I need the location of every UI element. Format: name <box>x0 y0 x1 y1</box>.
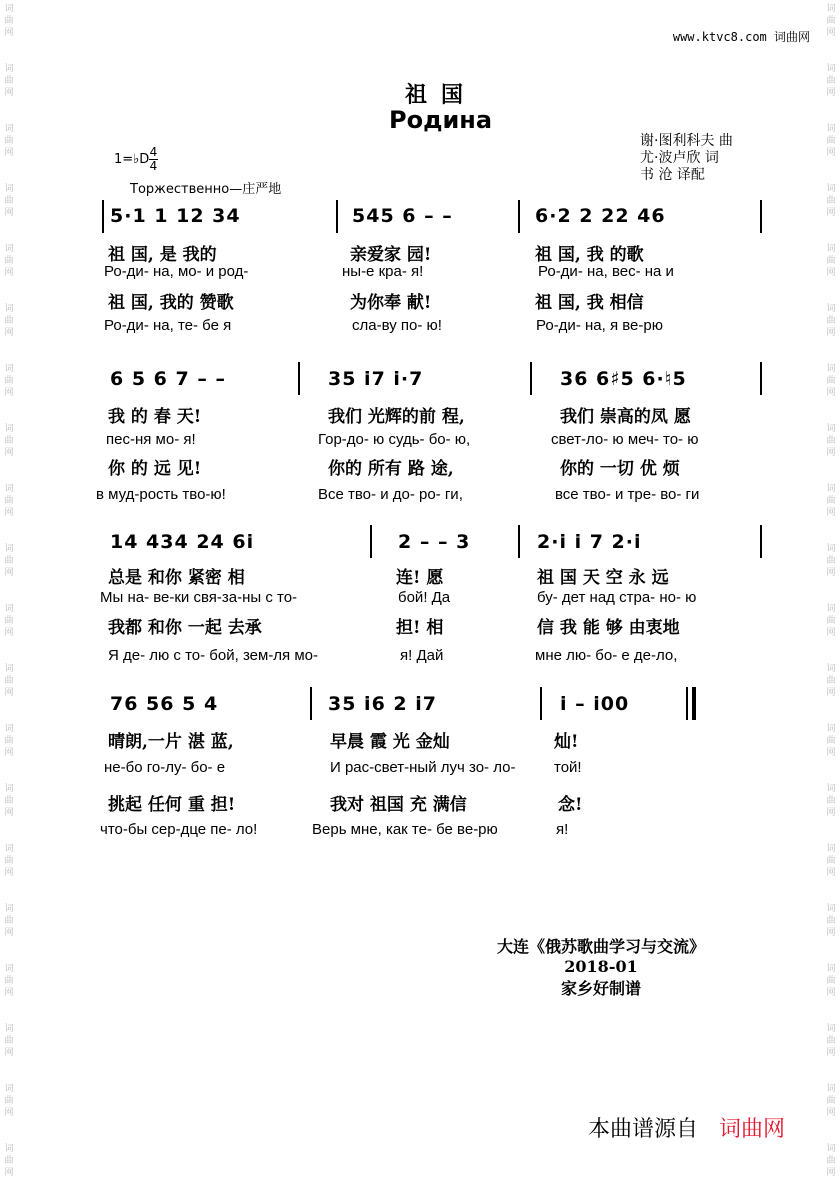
source-label: 本曲谱源自 <box>588 1117 699 1142</box>
lyric-ru-verse2: Верь мне, как те- бе ве-рю <box>312 821 498 838</box>
watermark-glyph: 曲 <box>826 436 836 446</box>
watermark-glyph: 曲 <box>4 676 14 686</box>
measure: 2·i i 7 2·i <box>537 531 642 553</box>
lyric-cn-verse2: 你的 所有 路 途, <box>328 459 454 479</box>
right-watermark-column <box>824 0 838 1178</box>
lyric-cn-verse1: 晴朗,一片 湛 蓝, <box>108 732 234 752</box>
watermark-glyph: 词 <box>4 124 14 134</box>
lyric-cn-verse1: 连! 愿 <box>396 568 444 588</box>
watermark-glyph: 网 <box>826 448 836 458</box>
measure: 2 – – 3 <box>398 531 471 553</box>
footer-credits <box>466 934 736 999</box>
lyric-cn-verse1: 祖 国, 是 我的 <box>108 245 217 265</box>
watermark-glyph: 词 <box>4 724 14 734</box>
watermark-glyph: 词 <box>4 244 14 254</box>
measure: 6 5 6 7 – – <box>110 368 226 390</box>
watermark-glyph: 词 <box>826 304 836 314</box>
watermark-glyph: 网 <box>826 928 836 938</box>
lyric-ru-verse2: я! Дай <box>400 647 444 664</box>
site-header[interactable]: www.ktvc8.com 词曲网 <box>672 30 810 44</box>
watermark-glyph: 网 <box>4 748 14 758</box>
watermark-glyph: 网 <box>4 568 14 578</box>
time-signature-top: 4 <box>149 145 158 159</box>
time-signature <box>149 146 158 173</box>
measure: 36 6♯5 6·♮5 <box>560 368 687 390</box>
lyric-ru-verse1: свет-ло- ю меч- то- ю <box>551 431 699 448</box>
lyric-ru-verse1: Ро-ди- на, вес- на и <box>538 263 674 280</box>
title-russian: Родина <box>389 106 493 134</box>
watermark-glyph: 曲 <box>826 916 836 926</box>
watermark-glyph: 曲 <box>826 976 836 986</box>
watermark-glyph: 曲 <box>826 376 836 386</box>
measure: 545 6 – – <box>352 205 453 227</box>
watermark-glyph: 词 <box>4 364 14 374</box>
watermark-glyph: 曲 <box>4 916 14 926</box>
watermark-glyph: 曲 <box>4 616 14 626</box>
watermark-glyph: 曲 <box>4 736 14 746</box>
watermark-glyph: 词 <box>4 904 14 914</box>
watermark-glyph: 词 <box>826 4 836 14</box>
watermark-glyph: 词 <box>4 844 14 854</box>
watermark-glyph: 曲 <box>4 856 14 866</box>
lyric-cn-verse1: 祖 国, 我 的歌 <box>535 245 644 265</box>
watermark-glyph: 网 <box>826 568 836 578</box>
watermark-glyph: 词 <box>4 544 14 554</box>
watermark-glyph: 词 <box>826 364 836 374</box>
lyric-cn-verse2: 挑起 任何 重 担! <box>108 795 236 815</box>
credit-lyricist: 尤·波卢欣 词 <box>640 150 719 166</box>
watermark-glyph: 网 <box>4 148 14 158</box>
watermark-glyph: 曲 <box>826 136 836 146</box>
lyric-ru-verse1: той! <box>554 759 582 776</box>
watermark-glyph: 网 <box>826 688 836 698</box>
lyric-cn-verse1: 我们 崇高的凤 愿 <box>560 407 691 427</box>
watermark-glyph: 曲 <box>4 436 14 446</box>
time-signature-bottom: 4 <box>149 159 158 173</box>
watermark-glyph: 网 <box>4 1108 14 1118</box>
lyric-ru-verse1: Гор-до- ю судь- бо- ю, <box>318 431 471 448</box>
lyric-cn-verse1: 我们 光辉的前 程, <box>328 407 465 427</box>
watermark-glyph: 曲 <box>4 556 14 566</box>
lyric-ru-verse1: пес-ня мо- я! <box>106 431 196 448</box>
watermark-glyph: 网 <box>826 628 836 638</box>
lyric-ru-verse2: все тво- и тре- во- ги <box>555 486 700 503</box>
measure: 76 56 5 4 <box>110 693 219 715</box>
lyric-ru-verse1: Мы на- ве-ки свя-за-ны с то- <box>100 589 298 606</box>
watermark-glyph: 网 <box>4 988 14 998</box>
lyric-cn-verse1: 总是 和你 紧密 相 <box>108 568 245 588</box>
watermark-glyph: 曲 <box>4 1156 14 1166</box>
lyric-cn-verse2: 我对 祖国 充 满信 <box>330 795 467 815</box>
lyric-ru-verse2: в муд-рость тво-ю! <box>96 486 226 503</box>
watermark-glyph: 网 <box>826 208 836 218</box>
watermark-glyph: 曲 <box>4 496 14 506</box>
watermark-glyph: 曲 <box>826 1156 836 1166</box>
left-watermark-column <box>2 0 16 1178</box>
lyric-cn-verse2: 祖 国, 我的 赞歌 <box>108 293 234 313</box>
watermark-glyph: 网 <box>4 448 14 458</box>
tempo-marking: Торжественно—庄严地 <box>130 182 282 197</box>
lyric-cn-verse2: 为你奉 献! <box>350 293 432 313</box>
watermark-glyph: 网 <box>826 808 836 818</box>
watermark-glyph: 网 <box>826 508 836 518</box>
watermark-glyph: 曲 <box>4 196 14 206</box>
lyric-cn-verse2: 祖 国, 我 相信 <box>535 293 644 313</box>
watermark-glyph: 词 <box>4 664 14 674</box>
watermark-glyph: 词 <box>826 964 836 974</box>
watermark-glyph: 曲 <box>826 1036 836 1046</box>
lyric-ru-verse1: бой! Да <box>398 589 451 606</box>
lyric-cn-verse1: 亲爱家 园! <box>350 245 432 265</box>
key-signature: 1=♭D <box>114 152 150 167</box>
measure: 35 i6 2 i7 <box>328 693 437 715</box>
watermark-glyph: 网 <box>4 328 14 338</box>
watermark-glyph: 词 <box>4 484 14 494</box>
footer-date: 2018-01 <box>564 957 638 976</box>
watermark-glyph: 曲 <box>4 316 14 326</box>
watermark-glyph: 曲 <box>4 976 14 986</box>
watermark-glyph: 网 <box>4 928 14 938</box>
lyric-ru-verse1: ны-е кра- я! <box>342 263 424 280</box>
source-site-link[interactable]: 词曲网 <box>719 1117 786 1142</box>
watermark-glyph: 曲 <box>4 256 14 266</box>
watermark-glyph: 网 <box>826 148 836 158</box>
lyric-ru-verse2: Ро-ди- на, те- бе я <box>104 317 232 334</box>
lyric-ru-verse2: сла-ву по- ю! <box>352 317 442 334</box>
footer-group-name: 大连《俄苏歌曲学习与交流》 <box>496 937 705 956</box>
watermark-glyph: 曲 <box>826 196 836 206</box>
lyric-cn-verse2: 你的 一切 优 烦 <box>560 459 680 479</box>
lyric-cn-verse1: 祖 国 天 空 永 远 <box>537 568 669 588</box>
lyric-cn-verse2: 你 的 远 见! <box>108 459 202 479</box>
source-attribution <box>588 1112 785 1143</box>
watermark-glyph: 网 <box>4 28 14 38</box>
watermark-glyph: 曲 <box>4 796 14 806</box>
watermark-glyph: 网 <box>826 988 836 998</box>
watermark-glyph: 曲 <box>826 1096 836 1106</box>
watermark-glyph: 网 <box>826 1168 836 1178</box>
watermark-glyph: 词 <box>4 1084 14 1094</box>
measure: i – i00 <box>560 693 630 715</box>
watermark-glyph: 词 <box>4 64 14 74</box>
watermark-glyph: 词 <box>4 784 14 794</box>
measure: 35 i7 i·7 <box>328 368 424 390</box>
watermark-glyph: 网 <box>4 688 14 698</box>
watermark-glyph: 网 <box>4 208 14 218</box>
watermark-glyph: 词 <box>826 664 836 674</box>
watermark-glyph: 词 <box>4 424 14 434</box>
lyric-ru-verse1: бу- дет над стра- но- ю <box>537 589 697 606</box>
lyric-cn-verse2: 信 我 能 够 由衷地 <box>537 618 680 638</box>
watermark-glyph: 词 <box>826 424 836 434</box>
watermark-glyph: 网 <box>826 1048 836 1058</box>
watermark-glyph: 词 <box>4 4 14 14</box>
watermark-glyph: 词 <box>826 844 836 854</box>
watermark-glyph: 词 <box>826 1024 836 1034</box>
watermark-glyph: 词 <box>4 604 14 614</box>
lyric-cn-verse1: 早晨 霞 光 金灿 <box>330 732 450 752</box>
measure: 6·2 2 22 46 <box>535 205 666 227</box>
watermark-glyph: 词 <box>4 1024 14 1034</box>
lyric-cn-verse2: 担! 相 <box>396 618 444 638</box>
lyric-ru-verse2: что-бы сер-дце пе- ло! <box>100 821 258 838</box>
watermark-glyph: 词 <box>826 124 836 134</box>
watermark-glyph: 曲 <box>4 1096 14 1106</box>
lyric-ru-verse2: Я де- лю с то- бой, зем-ля мо- <box>108 647 318 664</box>
credits <box>640 133 733 184</box>
watermark-glyph: 曲 <box>826 856 836 866</box>
watermark-glyph: 曲 <box>826 316 836 326</box>
watermark-glyph: 词 <box>826 244 836 254</box>
watermark-glyph: 网 <box>4 88 14 98</box>
lyric-ru-verse2: Все тво- и до- ро- ги, <box>318 486 463 503</box>
measure: 14 434 24 6i <box>110 531 255 553</box>
watermark-glyph: 网 <box>826 748 836 758</box>
watermark-glyph: 曲 <box>826 736 836 746</box>
watermark-glyph: 曲 <box>4 136 14 146</box>
watermark-glyph: 网 <box>4 1048 14 1058</box>
watermark-glyph: 曲 <box>826 616 836 626</box>
watermark-glyph: 曲 <box>826 76 836 86</box>
watermark-glyph: 词 <box>4 964 14 974</box>
lyric-cn-verse1: 灿! <box>554 732 579 752</box>
watermark-glyph: 网 <box>4 808 14 818</box>
watermark-glyph: 网 <box>826 28 836 38</box>
watermark-glyph: 曲 <box>4 376 14 386</box>
lyric-cn-verse2: 我都 和你 一起 去承 <box>108 618 262 638</box>
watermark-glyph: 网 <box>826 88 836 98</box>
lyric-cn-verse1: 我 的 春 天! <box>108 407 202 427</box>
watermark-glyph: 词 <box>826 724 836 734</box>
watermark-glyph: 曲 <box>826 796 836 806</box>
watermark-glyph: 词 <box>826 904 836 914</box>
watermark-glyph: 词 <box>826 64 836 74</box>
lyric-ru-verse1: не-бо го-лу- бо- е <box>104 759 226 776</box>
watermark-glyph: 词 <box>826 604 836 614</box>
watermark-glyph: 曲 <box>826 556 836 566</box>
footer-arranger: 家乡好制谱 <box>560 979 641 998</box>
credit-translator: 书 沧 译配 <box>640 167 705 183</box>
watermark-glyph: 网 <box>826 388 836 398</box>
watermark-glyph: 网 <box>4 868 14 878</box>
watermark-glyph: 网 <box>4 388 14 398</box>
lyric-ru-verse2: мне лю- бо- е де-ло, <box>535 647 678 664</box>
watermark-glyph: 网 <box>826 868 836 878</box>
watermark-glyph: 词 <box>826 184 836 194</box>
watermark-glyph: 词 <box>826 1084 836 1094</box>
watermark-glyph: 词 <box>826 1144 836 1154</box>
watermark-glyph: 曲 <box>826 496 836 506</box>
watermark-glyph: 词 <box>4 184 14 194</box>
watermark-glyph: 网 <box>826 1108 836 1118</box>
watermark-glyph: 网 <box>4 268 14 278</box>
lyric-ru-verse1: И рас-свет-ный луч зо- ло- <box>330 759 516 776</box>
lyric-ru-verse1: Ро-ди- на, мо- и род- <box>104 263 249 280</box>
watermark-glyph: 曲 <box>826 16 836 26</box>
watermark-glyph: 词 <box>826 784 836 794</box>
watermark-glyph: 词 <box>4 304 14 314</box>
watermark-glyph: 曲 <box>826 676 836 686</box>
watermark-glyph: 网 <box>4 508 14 518</box>
lyric-cn-verse2: 念! <box>558 795 583 815</box>
watermark-glyph: 网 <box>4 1168 14 1178</box>
watermark-glyph: 曲 <box>4 76 14 86</box>
measure: 5·1 1 12 34 <box>110 205 241 227</box>
credit-composer: 谢·图利科夫 曲 <box>640 133 733 149</box>
watermark-glyph: 词 <box>826 544 836 554</box>
watermark-glyph: 曲 <box>4 16 14 26</box>
title-chinese: 祖国 <box>405 82 478 108</box>
watermark-glyph: 网 <box>826 328 836 338</box>
watermark-glyph: 词 <box>826 484 836 494</box>
watermark-glyph: 网 <box>4 628 14 638</box>
watermark-glyph: 网 <box>826 268 836 278</box>
watermark-glyph: 曲 <box>826 256 836 266</box>
watermark-glyph: 词 <box>4 1144 14 1154</box>
watermark-glyph: 曲 <box>4 1036 14 1046</box>
lyric-ru-verse2: Ро-ди- на, я ве-рю <box>536 317 663 334</box>
lyric-ru-verse2: я! <box>556 821 569 838</box>
